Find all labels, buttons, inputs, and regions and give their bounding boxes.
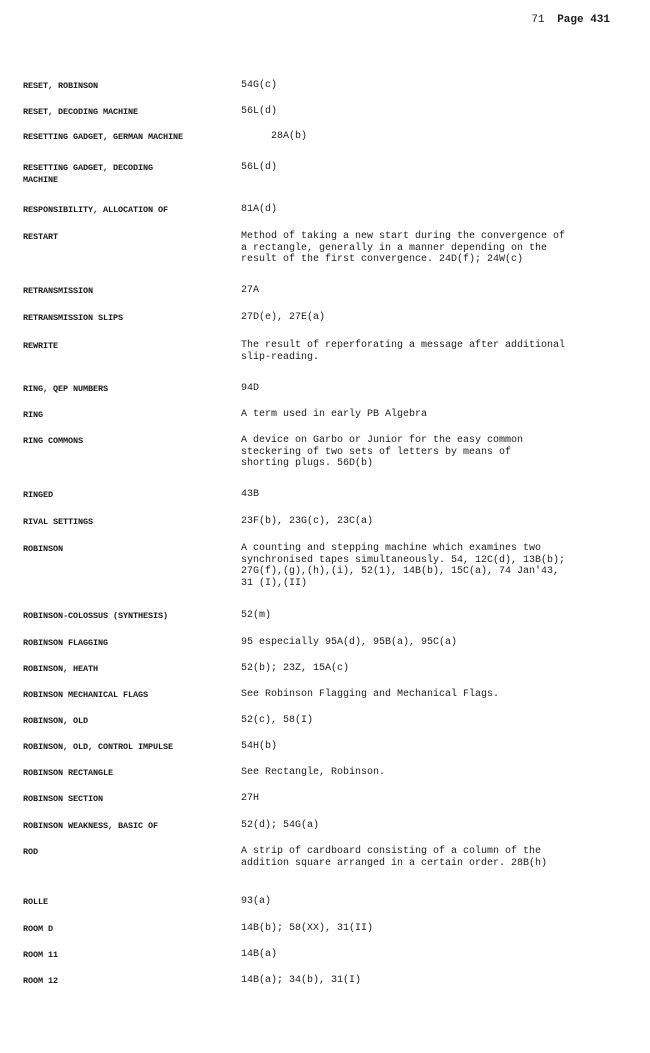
entry-term: ROBINSON [23,544,64,554]
entry-term: ROBINSON, OLD, CONTROL IMPULSE [23,742,174,752]
entry [23,846,623,869]
entry-definition: 43B [241,489,260,500]
entry-definition: A device on Garbo or Junior for the easy common steckering of two sets of letters by means of shorting plugs. 56D(b) [241,435,524,469]
entry-definition: 54G(c) [241,80,278,91]
entry-definition: 14B(a); 34(b), 31(I) [241,975,362,986]
entry-definition: Method of taking a new start during the convergence of a rectangle, generally in a manner depending on the result of the first convergence. 24D(f); 24W(c) [241,231,566,265]
page-number: 71 [531,14,545,26]
entry-term: ROBINSON FLAGGING [23,638,109,648]
entry [23,767,623,779]
entry [23,383,623,395]
entry [23,923,623,935]
entry-term: ROBINSON RECTANGLE [23,768,114,778]
entry-term: ROOM D [23,924,54,934]
entry-term: ROOM 12 [23,976,59,986]
entry [23,80,623,92]
entry-term: RESPONSIBILITY, ALLOCATION OF [23,205,169,215]
entry [23,106,623,118]
entry-definition: The result of reperforating a message after additional slip-reading. [241,340,566,363]
entry-term: RESET, ROBINSON [23,81,99,91]
entry [23,975,623,987]
entry-term: RETRANSMISSION SLIPS [23,313,124,323]
entry [23,340,623,363]
entry-term: ROOM 11 [23,950,59,960]
entry-term: ROBINSON-COLOSSUS (SYNTHESIS) [23,611,169,621]
entry [23,409,623,421]
entry [23,312,623,324]
entry-definition: 52(m) [241,610,272,621]
entry-definition: 56L(d) [241,106,278,117]
entry [23,715,623,727]
entry [23,231,623,266]
entry-definition: 81A(d) [241,204,278,215]
entry [23,285,623,297]
entry-definition: 14B(b); 58(XX), 31(II) [241,923,374,934]
entry-term: ROBINSON, HEATH [23,664,99,674]
entry-term: RESETTING GADGET, DECODING MACHINE [23,163,154,185]
entry-term: RING COMMONS [23,436,84,446]
entry-definition: A counting and stepping machine which examines two synchronised tapes simultaneously. 54, 12C(d), 13B(b); 27G(f),(g),(h),(i), 52(1), 14B(b), 15C(a), 74 Jan'43, 31 (I),(II) [241,543,566,589]
entry-term: RESTART [23,232,59,242]
entry-term: ROBINSON WEAKNESS, BASIC OF [23,821,159,831]
entry [23,131,623,143]
entry [23,516,623,528]
entry-term: RINGED [23,490,54,500]
entry-definition: 93(a) [241,896,272,907]
page-header [531,14,610,26]
entry-definition: 27A [241,285,260,296]
entry [23,204,623,216]
entry-term: RING, QEP NUMBERS [23,384,109,394]
entry-definition: 56L(d) [241,162,278,173]
entry-definition: 27D(e), 27E(a) [241,312,326,323]
entry [23,741,623,753]
entry-term: ROBINSON SECTION [23,794,104,804]
entry [23,637,623,649]
entry-term: RESET, DECODING MACHINE [23,107,139,117]
page-label: Page 431 [557,14,610,26]
entry [23,663,623,675]
entry-definition: 54H(b) [241,741,278,752]
entry-definition: 95 especially 95A(d), 95B(a), 95C(a) [241,637,458,648]
entry [23,949,623,961]
entry-definition: 52(b); 23Z, 15A(c) [241,663,350,674]
entry [23,793,623,805]
entry [23,489,623,501]
entry-definition: A term used in early PB Algebra [241,409,428,420]
entry-definition: 27H [241,793,260,804]
entry [23,896,623,908]
entry-definition: 28A(b) [271,131,308,142]
entry-definition: 52(c), 58(I) [241,715,314,726]
entry-definition: 14B(a) [241,949,278,960]
entry-definition: A strip of cardboard consisting of a column of the addition square arranged in a certain order. 28B(h) [241,846,548,869]
entry-definition: See Rectangle, Robinson. [241,767,386,778]
entry-definition: 23F(b), 23G(c), 23C(a) [241,516,374,527]
entry-term: ROBINSON, OLD [23,716,89,726]
entry [23,820,623,832]
entry-term: RETRANSMISSION [23,286,94,296]
entry-term: ROLLE [23,897,49,907]
entry [23,689,623,701]
entry-definition: 94D [241,383,260,394]
entry-term: RESETTING GADGET, GERMAN MACHINE [23,132,184,142]
entry [23,543,623,589]
entry-definition: See Robinson Flagging and Mechanical Flags. [241,689,500,700]
entry-term: RING [23,410,44,420]
entry-definition: 52(d); 54G(a) [241,820,320,831]
entry-term: ROBINSON MECHANICAL FLAGS [23,690,149,700]
entry-term: ROD [23,847,39,857]
entry-term: RIVAL SETTINGS [23,517,94,527]
entry [23,435,623,470]
entry-term: REWRITE [23,341,59,351]
entry [23,610,623,622]
entry [23,162,623,185]
